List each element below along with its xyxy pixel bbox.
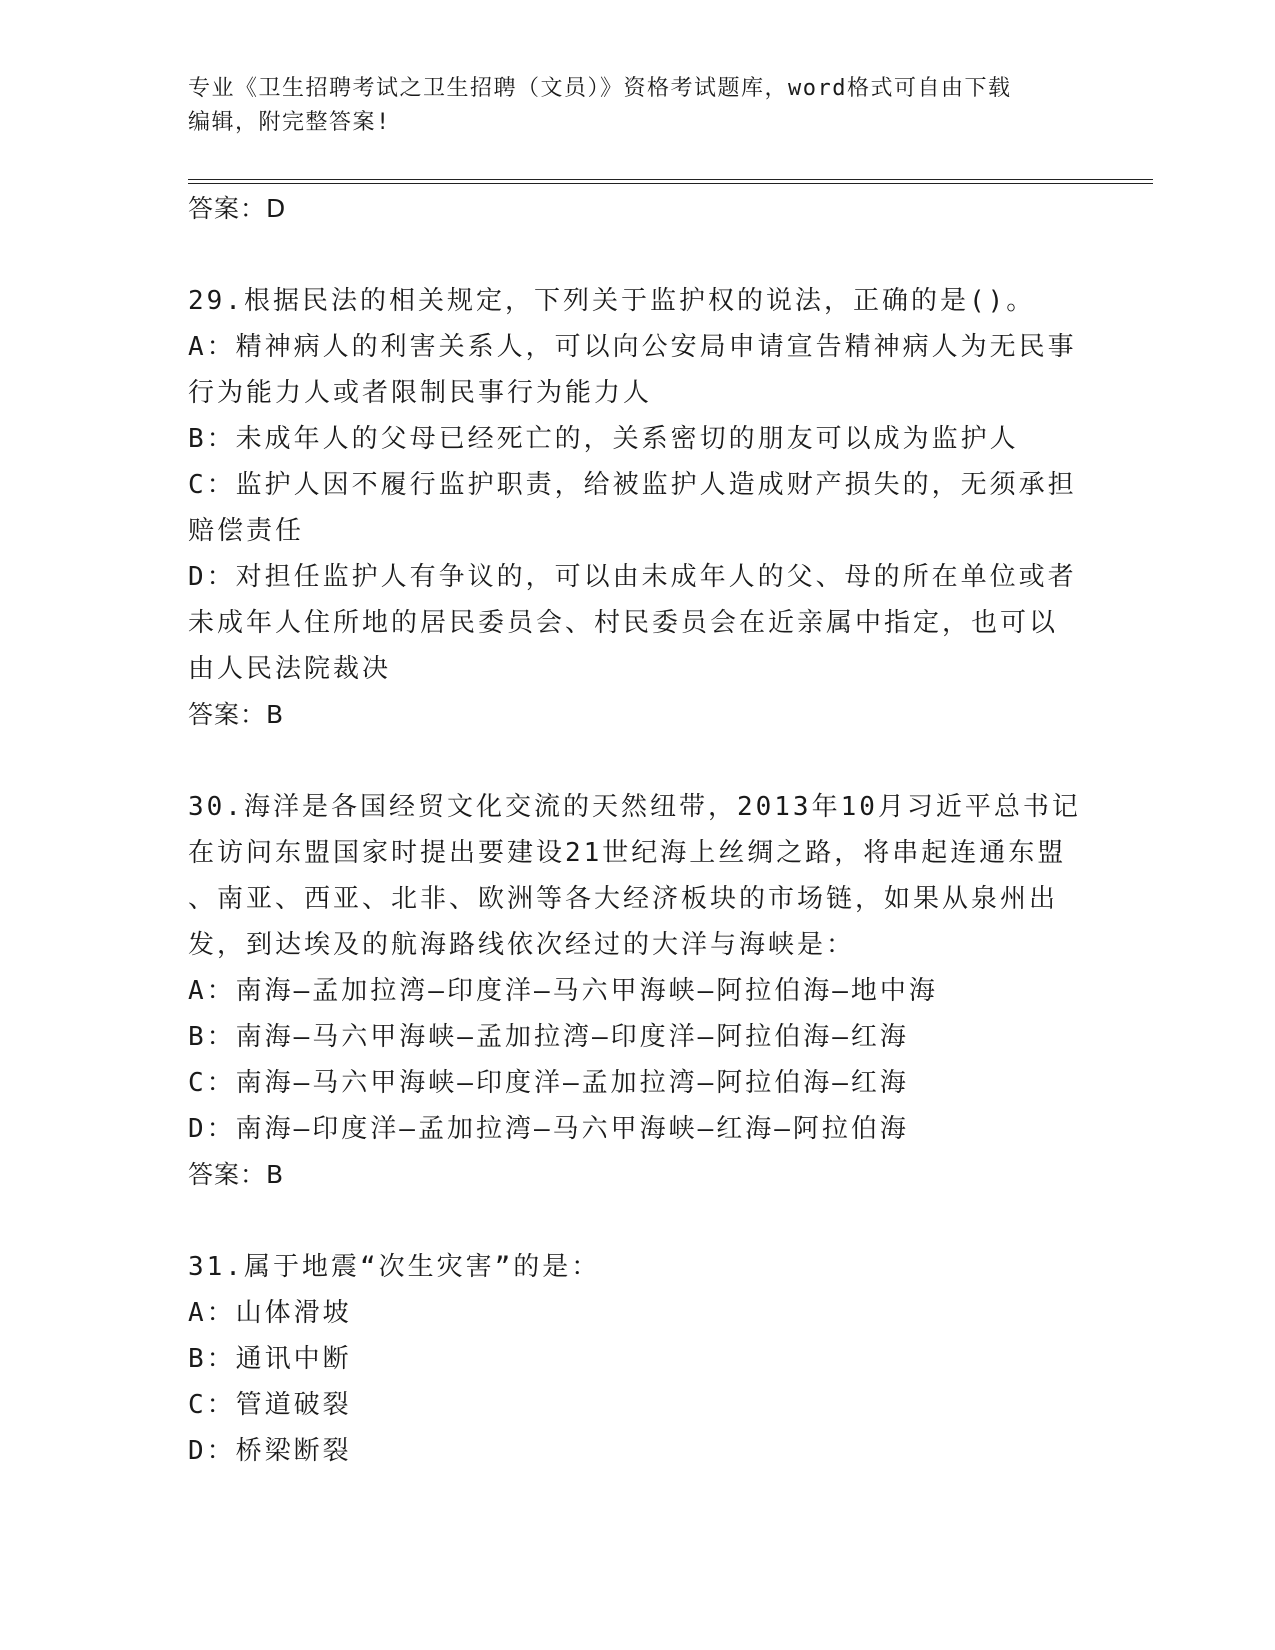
question-29-option-a-cont: 行为能力人或者限制民事行为能力人 xyxy=(188,378,653,408)
question-30-stem-cont-2: 、南亚、西亚、北非、欧洲等各大经济板块的市场链，如果从泉州出 xyxy=(188,884,1059,914)
question-29-option-d-cont-2: 由人民法院裁决 xyxy=(188,654,392,684)
question-30-option-c: C：南海—马六甲海峡—印度洋—孟加拉湾—阿拉伯海—红海 xyxy=(188,1068,909,1098)
question-30-stem-cont-3: 发，到达埃及的航海路线依次经过的大洋与海峡是： xyxy=(188,930,856,960)
question-29-option-c-cont: 赔偿责任 xyxy=(188,516,305,546)
question-30-stem: 30.海洋是各国经贸文化交流的天然纽带，2013年10月习近平总书记 xyxy=(188,792,1081,822)
header-rule-bottom xyxy=(188,183,1153,184)
question-list xyxy=(188,186,1088,1474)
question-31-option-d: D：桥梁断裂 xyxy=(188,1436,352,1466)
header-line-1: 专业《卫生招聘考试之卫生招聘（文员）》资格考试题库，word格式可自由下载 xyxy=(188,76,1012,101)
question-29-answer: 答案：B xyxy=(188,700,285,729)
header-line-2: 编辑，附完整答案! xyxy=(188,110,391,135)
spacer xyxy=(188,232,1088,278)
spacer xyxy=(188,738,1088,784)
header-rule-top xyxy=(188,179,1153,180)
question-29-stem: 29.根据民法的相关规定，下列关于监护权的说法，正确的是()。 xyxy=(188,286,1036,316)
question-29-option-d-cont: 未成年人住所地的居民委员会、村民委员会在近亲属中指定，也可以 xyxy=(188,608,1059,638)
question-31-option-c: C：管道破裂 xyxy=(188,1390,352,1420)
question-30-option-b: B：南海—马六甲海峡—孟加拉湾—印度洋—阿拉伯海—红海 xyxy=(188,1022,909,1052)
question-30-answer: 答案：B xyxy=(188,1160,285,1189)
question-30 xyxy=(188,784,1088,1198)
question-31-option-a: A：山体滑坡 xyxy=(188,1298,352,1328)
question-29-option-c: C：监护人因不履行监护职责，给被监护人造成财产损失的，无须承担 xyxy=(188,470,1077,500)
question-29-option-b: B：未成年人的父母已经死亡的，关系密切的朋友可以成为监护人 xyxy=(188,424,1019,454)
spacer xyxy=(188,1198,1088,1244)
page-header xyxy=(188,72,1088,140)
question-30-stem-cont: 在访问东盟国家时提出要建设21世纪海上丝绸之路，将串起连通东盟 xyxy=(188,838,1067,868)
question-31 xyxy=(188,1244,1088,1474)
previous-answer: 答案：D xyxy=(188,194,287,223)
question-30-option-d: D：南海—印度洋—孟加拉湾—马六甲海峡—红海—阿拉伯海 xyxy=(188,1114,909,1144)
question-31-stem: 31.属于地震“次生灾害”的是： xyxy=(188,1252,601,1282)
question-29-option-d: D：对担任监护人有争议的，可以由未成年人的父、母的所在单位或者 xyxy=(188,562,1077,592)
question-29-option-a: A：精神病人的利害关系人，可以向公安局申请宣告精神病人为无民事 xyxy=(188,332,1077,362)
question-29 xyxy=(188,278,1088,738)
question-31-option-b: B：通讯中断 xyxy=(188,1344,352,1374)
question-30-option-a: A：南海—孟加拉湾—印度洋—马六甲海峡—阿拉伯海—地中海 xyxy=(188,976,938,1006)
